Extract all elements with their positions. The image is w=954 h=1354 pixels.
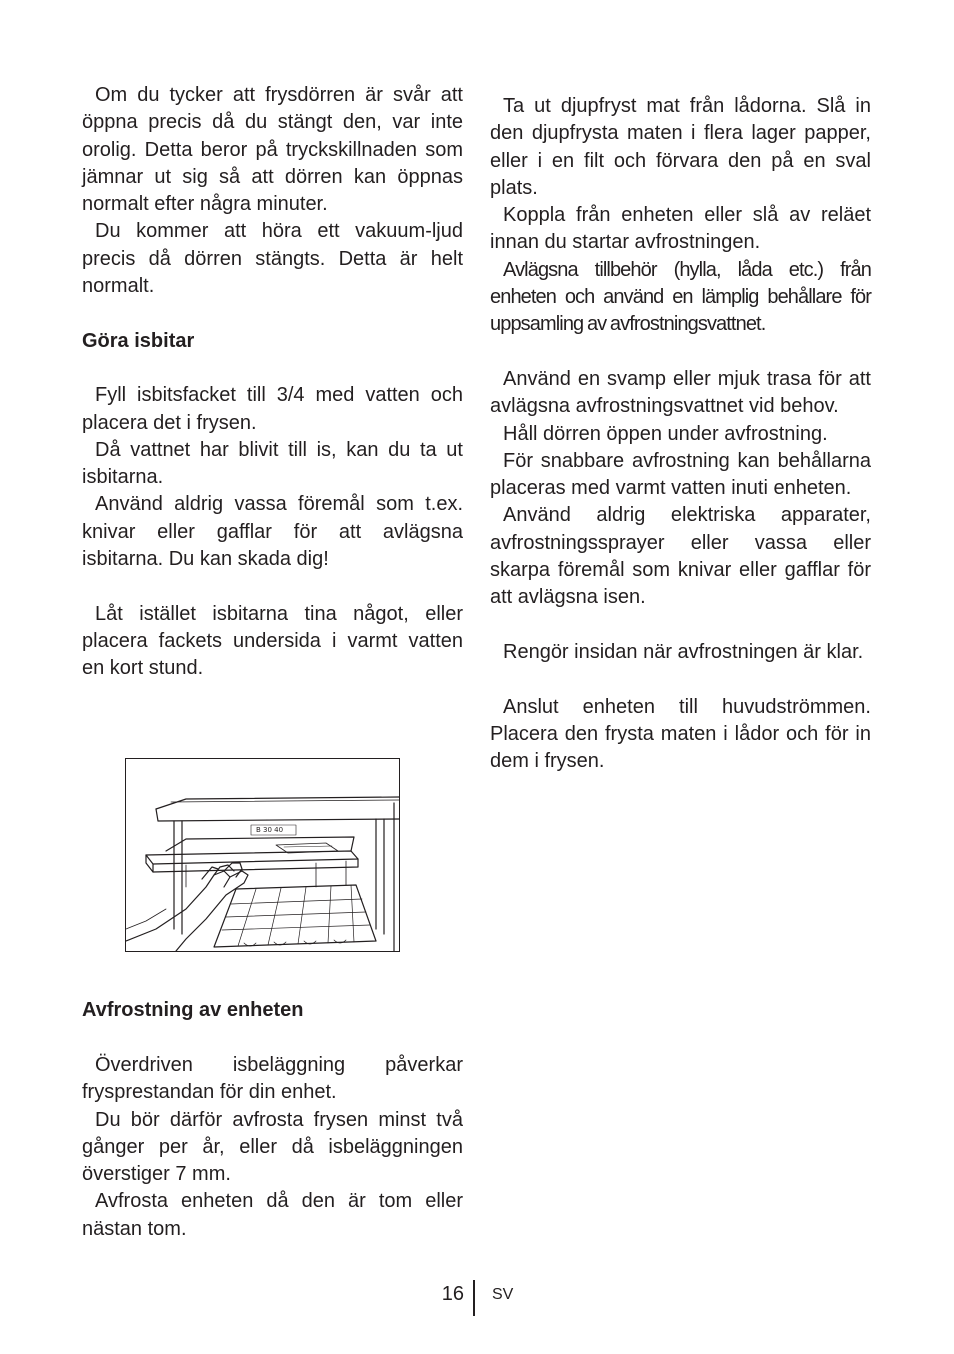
paragraph: Rengör insidan när avfrostningen är klar. [503,640,864,663]
paragraph: Du kommer att höra ett vakuum-ljud precis då dörren stängts. Detta är helt normalt. [82,220,463,298]
paragraph: Då vattnet har blivit till is, kan du ta ut isbitarna. [82,438,463,489]
paragraph: Du bör därför avfrosta frysen minst två gånger per år, eller då isbeläggningen överstiger 7 mm. [82,1108,463,1186]
paragraph: Låt istället isbitarna tina något, eller placera fackets undersida i varmt vatten en kort stund. [82,602,463,680]
language-code: SV [492,1286,514,1303]
paragraph: Anslut enheten till huvudströmmen. Placera den frysta maten i lådor och för in dem i frysen. [490,695,871,773]
left-column [82,82,463,683]
paragraph: Använd aldrig elektriska apparater, avfrostningssprayer eller vassa eller skarpa föremål som knivar eller gafflar för att avlägsna isen. [490,504,871,609]
paragraph: Använd aldrig vassa föremål som t.ex. knivar eller gafflar för att avlägsna isbitarna. Du kan skada dig! [82,493,463,571]
paragraph: Om du tycker att frysdörren är svår att öppna precis då du stängt den, var inte orolig. Detta beror på tryckskillnaden som jämnar ut sig så att dörren kan öppnas normalt efter några minuter. [82,84,463,216]
section-heading-ice: Göra isbitar [82,329,195,352]
paragraph: Använd en svamp eller mjuk trasa för att avlägsna avfrostningsvattnet vid behov. [490,367,871,418]
page-number: 16 [441,1283,464,1305]
paragraph: Avlägsna tillbehör (hylla, låda etc.) från enheten och använd en lämplig behållare för uppsamling av avfrostningsvattnet. [490,258,871,336]
svg-text:B 30 40: B 30 40 [256,826,284,834]
footer-divider [473,1280,475,1316]
freezer-drawer-illustration [125,758,400,952]
paragraph: Fyll isbitsfacket till 3/4 med vatten och placera det i frysen. [82,384,463,434]
paragraph: Överdriven isbeläggning påverkar frysprestandan för din enhet. [82,1054,463,1104]
section-heading-defrost: Avfrostning av enheten [82,999,304,1021]
paragraph: Koppla från enheten eller slå av reläet innan du startar avfrostningen. [490,204,871,254]
right-column [490,93,871,775]
paragraph: Håll dörren öppen under avfrostning. [503,422,828,445]
defrost-column [82,1052,463,1243]
paragraph: Avfrosta enheten då den är tom eller nästan tom. [82,1190,463,1240]
page-footer [0,1278,954,1314]
paragraph: Ta ut djupfryst mat från lådorna. Slå in den djupfrysta maten i flera lager papper, eller i en filt och förvara den på en sval plats. [490,95,871,199]
paragraph: För snabbare avfrostning kan behållarna placeras med varmt vatten inuti enheten. [490,449,871,500]
